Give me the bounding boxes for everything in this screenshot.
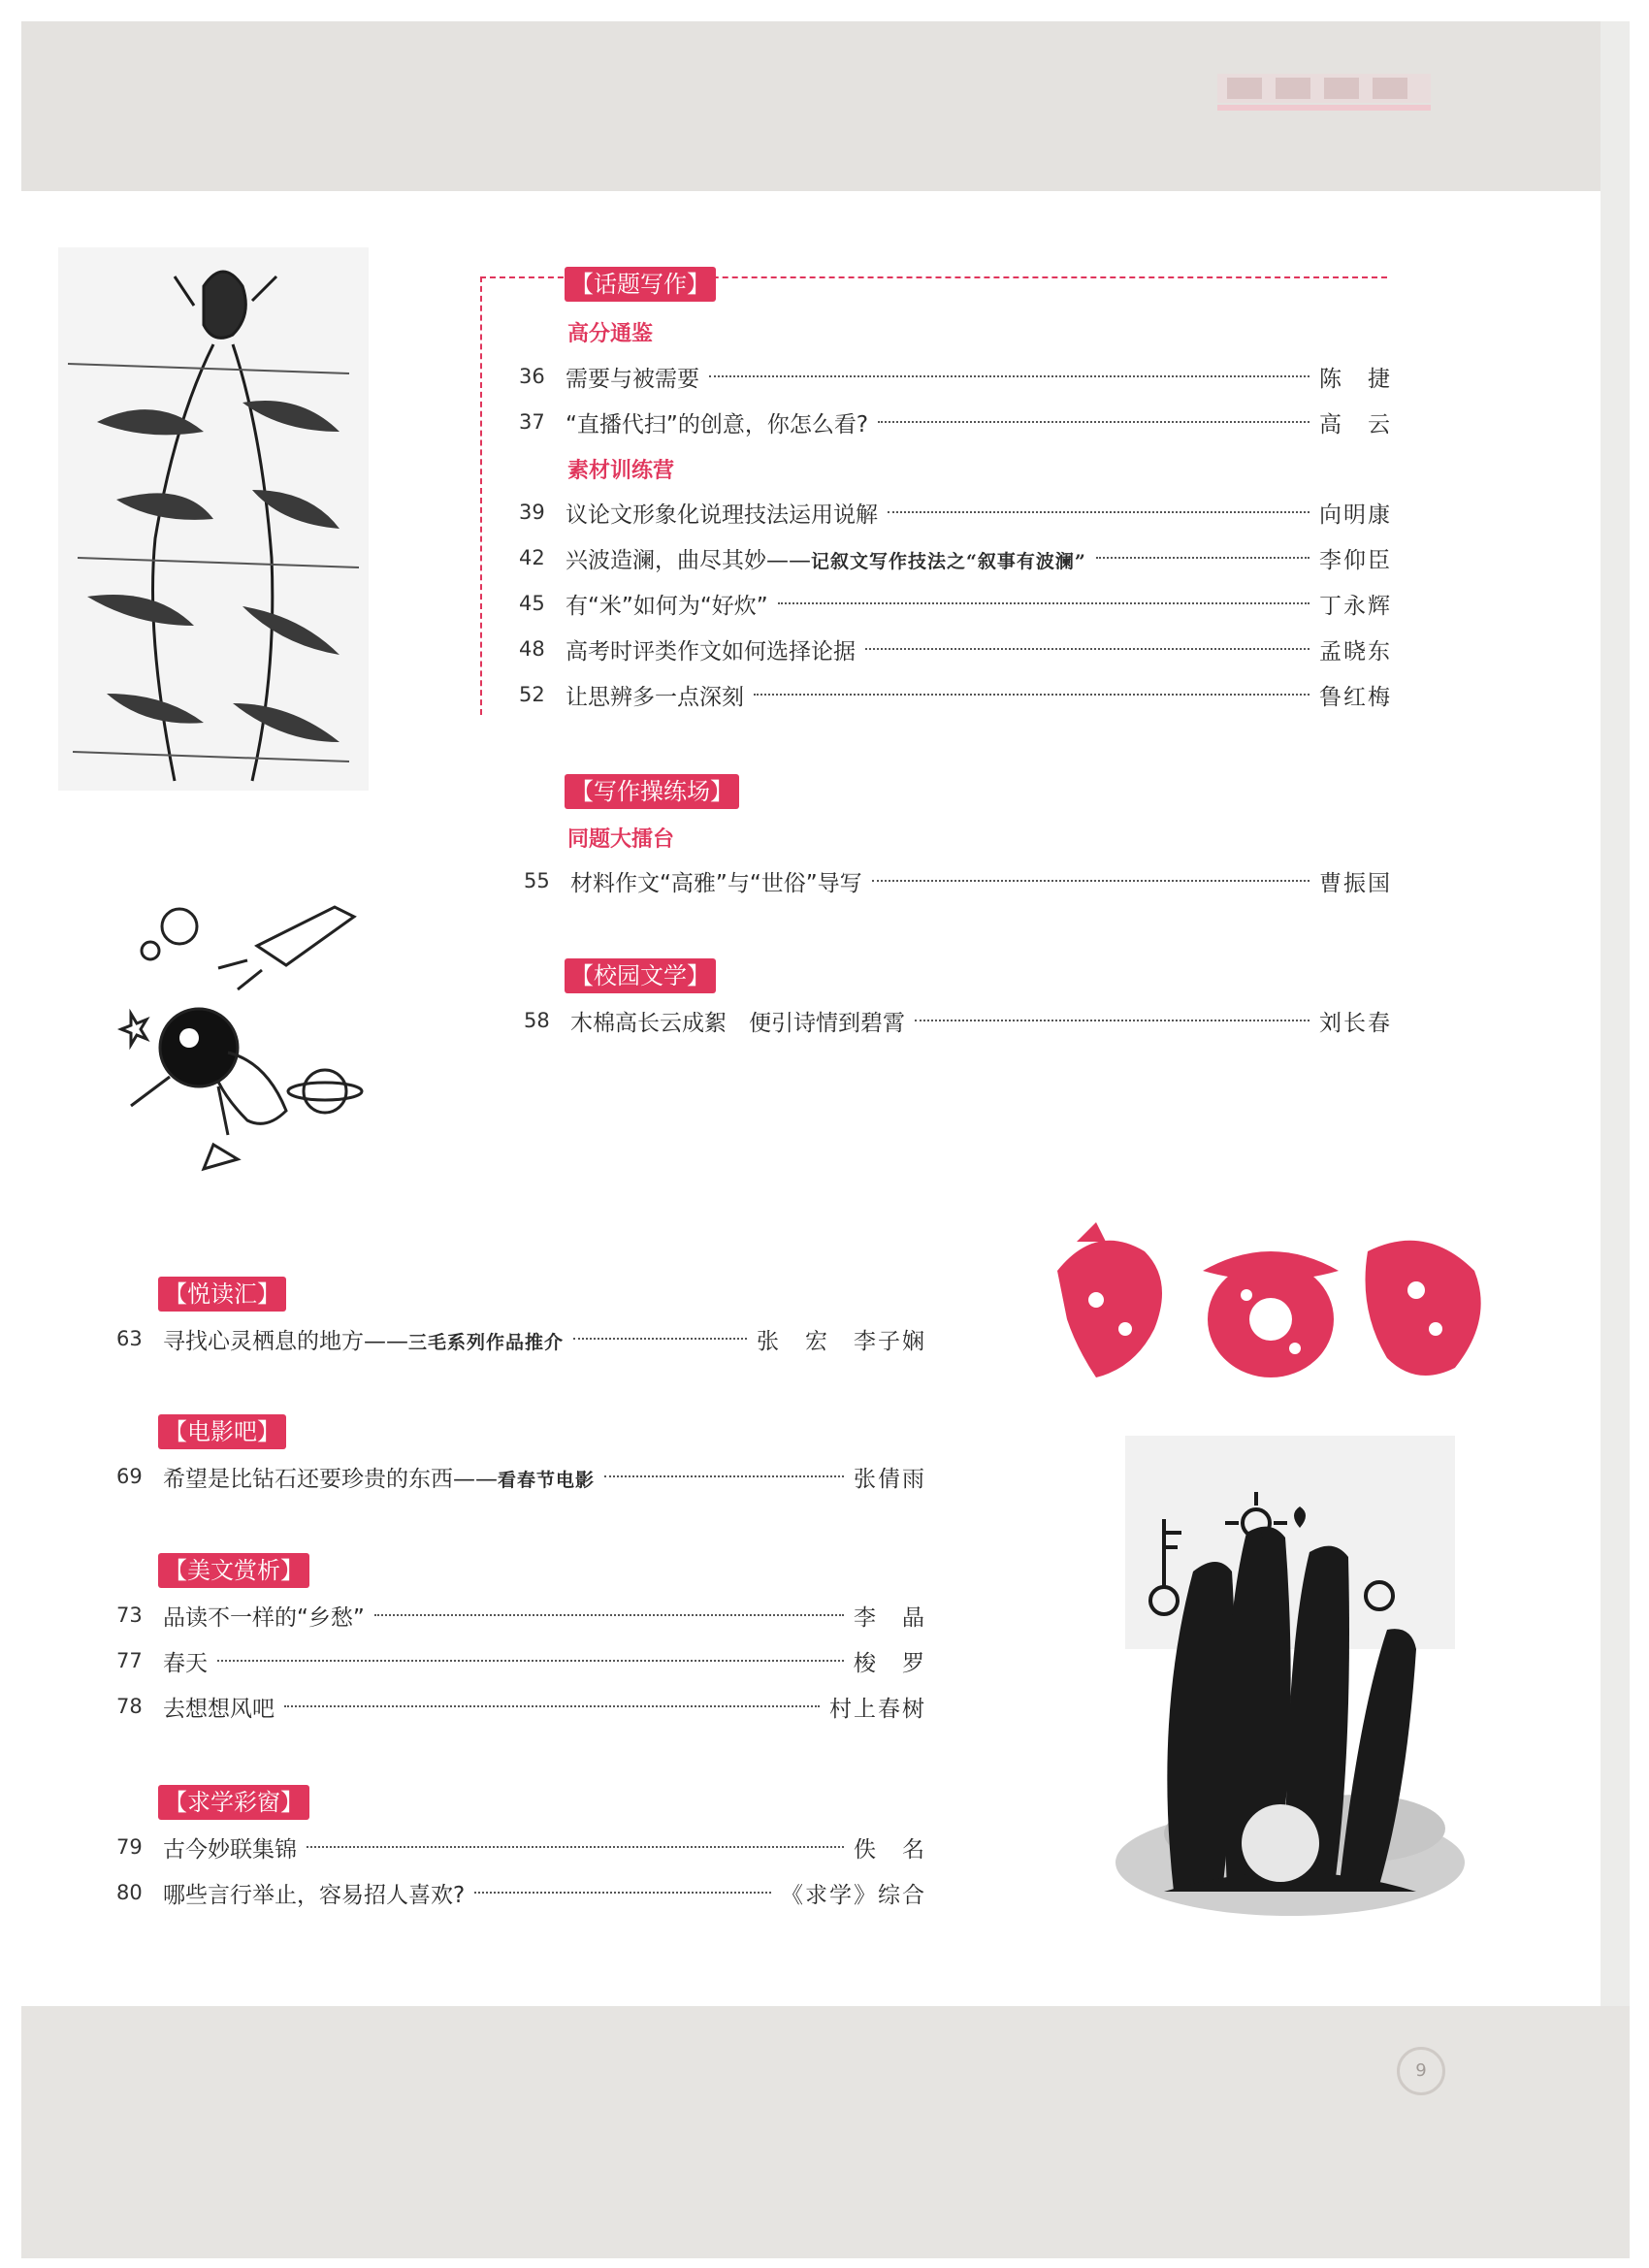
toc-title: 木棉高长云成絮 便引诗情到碧霄 [570, 1010, 905, 1036]
toc-title: 高考时评类作文如何选择论据 [566, 638, 856, 664]
subsection-label: 素材训练营 [567, 459, 675, 483]
section-tag-movie: 【电影吧】 [158, 1414, 286, 1449]
toc-entry[interactable] [519, 540, 1392, 575]
toc-entry[interactable] [116, 1689, 926, 1724]
dot-leader [709, 375, 1310, 377]
toc-author: 鲁红梅 [1319, 684, 1392, 710]
toc-title: 兴波造澜，曲尽其妙—— [566, 547, 811, 573]
toc-page-number: 36 [519, 365, 545, 388]
toc-page-number: 37 [519, 410, 545, 434]
toc-author: 曹振国 [1319, 870, 1392, 896]
section-tag-study-window: 【求学彩窗】 [158, 1785, 309, 1820]
dot-leader [604, 1475, 844, 1477]
header-badge [1217, 68, 1431, 114]
toc-entry[interactable] [524, 1003, 1392, 1038]
toc-author: 孟晓东 [1319, 638, 1392, 664]
hand-sculpture-illustration [1106, 1436, 1474, 1940]
toc-title: 春天 [163, 1650, 208, 1676]
dot-leader [915, 1020, 1310, 1021]
paper-cut-illustration [1048, 1213, 1494, 1397]
dot-leader [374, 1614, 844, 1616]
toc-author: 张 宏 李子娴 [757, 1328, 926, 1354]
section-tag-topic-writing: 【话题写作】 [565, 267, 716, 302]
dot-leader [474, 1892, 771, 1894]
toc-entry[interactable] [116, 1459, 926, 1494]
toc-author: 佚 名 [854, 1836, 926, 1863]
toc-page-number: 79 [116, 1835, 143, 1859]
dot-leader [307, 1846, 844, 1848]
toc-title: 材料作文“高雅”与“世俗”导写 [570, 870, 862, 896]
section-tag-writing-practice: 【写作操练场】 [565, 774, 739, 809]
dot-leader [865, 648, 1310, 650]
toc-author: 梭 罗 [854, 1650, 926, 1676]
section-tag-essay-appreciation: 【美文赏析】 [158, 1553, 309, 1588]
toc-title: “直播代扫”的创意，你怎么看? [566, 411, 869, 437]
toc-title: 需要与被需要 [566, 366, 699, 392]
scan-right-margin [1600, 21, 1630, 2258]
toc-author: 刘长春 [1319, 1010, 1392, 1036]
toc-title: 让思辨多一点深刻 [566, 684, 744, 710]
toc-page-number: 58 [524, 1009, 550, 1032]
toc-author: 《求学》综合 [781, 1882, 926, 1908]
toc-subtitle: 记叙文写作技法之“叙事有波澜” [811, 550, 1086, 572]
toc-page-number: 42 [519, 546, 545, 569]
toc-entry[interactable] [519, 677, 1392, 712]
toc-page-number: 55 [524, 869, 550, 892]
toc-entry[interactable] [524, 863, 1392, 898]
dot-leader [754, 694, 1310, 696]
toc-entry[interactable] [519, 359, 1392, 394]
toc-entry[interactable] [519, 586, 1392, 621]
astronaut-doodle [92, 897, 383, 1188]
toc-page-number: 39 [519, 501, 545, 524]
subsection-label: 同题大擂台 [567, 827, 675, 852]
toc-title: 议论文形象化说理技法运用说解 [566, 502, 878, 528]
toc-author: 李 晶 [854, 1604, 926, 1631]
dot-leader [878, 421, 1310, 423]
toc-entry[interactable] [116, 1643, 926, 1678]
toc-title: 有“米”如何为“好炊” [566, 593, 768, 619]
toc-title: 希望是比钻石还要珍贵的东西—— [163, 1466, 498, 1492]
dot-leader [573, 1338, 747, 1340]
dot-leader [217, 1660, 844, 1662]
toc-author: 丁永辉 [1319, 593, 1392, 619]
section-tag-reading: 【悦读汇】 [158, 1277, 286, 1312]
section-tag-campus-literature: 【校园文学】 [565, 958, 716, 993]
toc-author: 陈 捷 [1319, 366, 1392, 392]
toc-title: 寻找心灵栖息的地方—— [163, 1328, 408, 1354]
toc-author: 村上春树 [829, 1696, 926, 1722]
toc-title: 古今妙联集锦 [163, 1836, 297, 1863]
toc-page-number: 45 [519, 592, 545, 615]
toc-page-number: 78 [116, 1695, 143, 1718]
dot-leader [284, 1705, 820, 1707]
toc-title: 品读不一样的“乡愁” [163, 1604, 365, 1631]
toc-title: 哪些言行举止，容易招人喜欢? [163, 1882, 466, 1908]
toc-page-number: 48 [519, 637, 545, 661]
dot-leader [888, 511, 1310, 513]
toc-author: 高 云 [1319, 411, 1392, 437]
toc-entry[interactable] [116, 1598, 926, 1633]
toc-entry[interactable] [519, 632, 1392, 666]
toc-page-number: 77 [116, 1649, 143, 1672]
toc-page-number: 69 [116, 1465, 143, 1488]
toc-subtitle: 看春节电影 [498, 1469, 596, 1491]
scan-bottom-margin [21, 2006, 1630, 2258]
toc-entry[interactable] [519, 495, 1392, 530]
toc-page-number: 63 [116, 1327, 143, 1350]
toc-entry[interactable] [116, 1830, 926, 1864]
page-number: 9 [1397, 2047, 1445, 2095]
toc-page-number: 73 [116, 1604, 143, 1627]
toc-author: 张倩雨 [854, 1466, 926, 1492]
ink-figure-illustration [58, 247, 369, 791]
toc-page-number: 80 [116, 1881, 143, 1904]
toc-title: 去想想风吧 [163, 1696, 275, 1722]
dot-leader [778, 602, 1310, 604]
toc-subtitle: 三毛系列作品推介 [408, 1331, 565, 1353]
toc-author: 向明康 [1319, 502, 1392, 528]
subsection-label: 高分通鉴 [567, 322, 654, 346]
toc-page-number: 52 [519, 683, 545, 706]
toc-entry[interactable] [116, 1875, 926, 1910]
dot-leader [1096, 557, 1310, 559]
toc-entry[interactable] [519, 405, 1392, 439]
section-frame-left [480, 276, 482, 715]
toc-author: 李仰臣 [1319, 547, 1392, 573]
dot-leader [872, 880, 1310, 882]
toc-entry[interactable] [116, 1321, 926, 1356]
